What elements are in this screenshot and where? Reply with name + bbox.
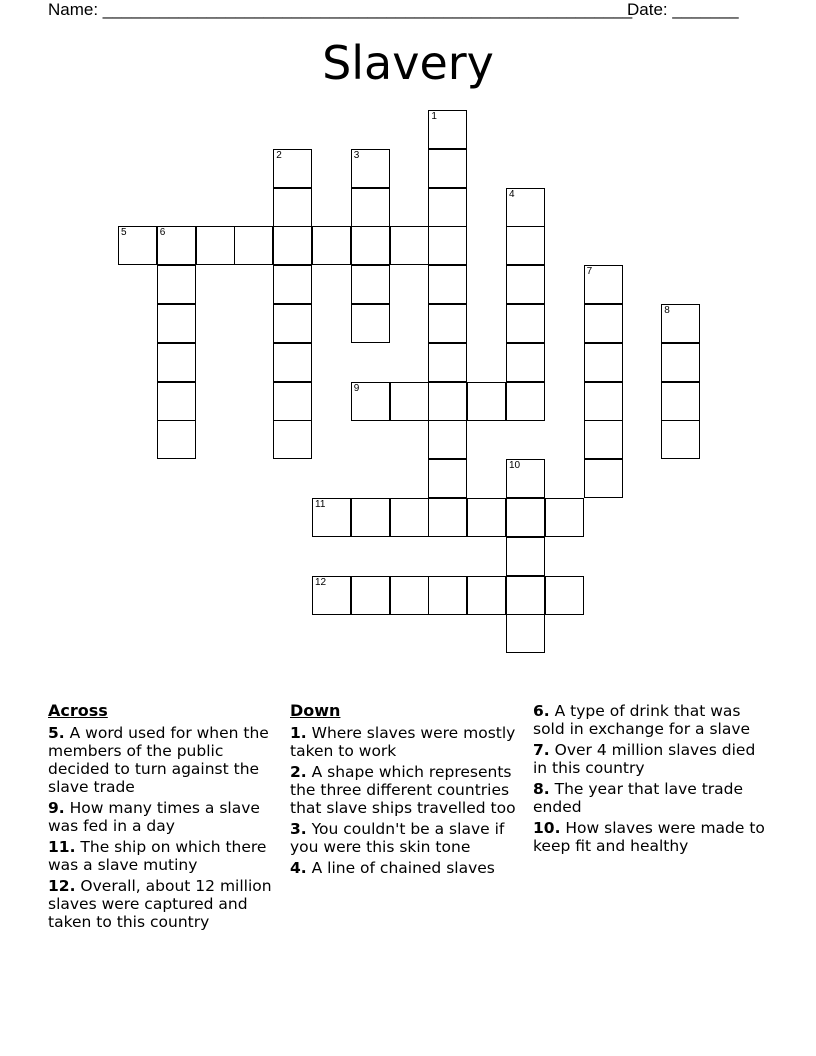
across-heading: Across xyxy=(48,701,108,720)
crossword-cell[interactable] xyxy=(273,188,312,227)
crossword-cell[interactable] xyxy=(157,382,196,421)
crossword-cell[interactable] xyxy=(584,382,623,421)
crossword-cell[interactable] xyxy=(196,226,235,265)
clue-number-label: 7 xyxy=(586,266,593,278)
clue-text: A type of drink that was sold in exchange for a slave xyxy=(533,702,751,738)
clue xyxy=(290,763,522,817)
crossword-cell[interactable] xyxy=(506,382,545,421)
crossword-cell[interactable] xyxy=(312,498,351,537)
clue-number-label: 3 xyxy=(353,149,360,161)
page-title: Slavery xyxy=(322,36,494,90)
clue-number: 10. xyxy=(533,819,561,837)
clue xyxy=(290,859,522,877)
clue-text: How many times a slave was fed in a day xyxy=(48,799,260,835)
clue-number-label: 1 xyxy=(431,111,437,122)
crossword-cell[interactable] xyxy=(467,498,506,537)
clue-text: You couldn't be a slave if you were this skin tone xyxy=(290,820,505,856)
crossword-cell[interactable] xyxy=(506,265,545,304)
clue-number: 7. xyxy=(533,741,550,759)
crossword-cell[interactable] xyxy=(351,149,390,188)
crossword-cell[interactable] xyxy=(545,576,584,615)
clue-text: A word used for when the members of the public decided to turn against the slave trade xyxy=(48,724,269,796)
crossword-cell[interactable] xyxy=(428,149,467,188)
crossword-cell[interactable] xyxy=(584,265,623,304)
clue xyxy=(48,877,280,931)
crossword-cell[interactable] xyxy=(506,576,545,615)
clue xyxy=(290,820,522,856)
clue-number-label: 11 xyxy=(315,499,326,510)
crossword-cell[interactable] xyxy=(118,226,157,265)
clue-text: The year that lave trade ended xyxy=(533,780,744,816)
crossword-cell[interactable] xyxy=(390,382,429,421)
crossword-cell[interactable] xyxy=(428,188,467,227)
crossword-cell[interactable] xyxy=(428,343,467,382)
clue xyxy=(48,799,280,835)
clue xyxy=(533,780,765,816)
crossword-cell[interactable] xyxy=(157,265,196,304)
crossword-cell[interactable] xyxy=(234,226,273,265)
clue xyxy=(533,819,765,855)
crossword-cell[interactable] xyxy=(312,576,351,615)
clue xyxy=(48,838,280,874)
crossword-cell[interactable] xyxy=(506,614,545,653)
clue-text: A shape which represents the three different countries that slave ships travelled too xyxy=(290,763,516,817)
crossword-cell[interactable] xyxy=(661,343,700,382)
crossword-cell[interactable] xyxy=(428,304,467,343)
clue xyxy=(48,724,280,796)
crossword-cell[interactable] xyxy=(506,226,545,265)
clue-number: 3. xyxy=(290,820,307,838)
crossword-cell[interactable] xyxy=(390,226,429,265)
clue-number-label: 6 xyxy=(159,227,166,239)
crossword-cell[interactable] xyxy=(273,420,312,459)
crossword-cell[interactable] xyxy=(351,265,390,304)
crossword-cell[interactable] xyxy=(351,498,390,537)
crossword-cell[interactable] xyxy=(351,304,390,343)
down-heading: Down xyxy=(290,701,341,720)
crossword-cell[interactable] xyxy=(273,226,312,265)
crossword-cell[interactable] xyxy=(273,382,312,421)
crossword-cell[interactable] xyxy=(351,382,390,421)
crossword-cell[interactable] xyxy=(428,420,467,459)
crossword-cell[interactable] xyxy=(157,343,196,382)
clue xyxy=(290,724,522,760)
clue-number-label: 2 xyxy=(276,149,282,161)
crossword-cell[interactable] xyxy=(390,576,429,615)
crossword-cell[interactable] xyxy=(467,382,506,421)
crossword-cell[interactable] xyxy=(661,304,700,343)
crossword-cell[interactable] xyxy=(584,304,623,343)
crossword-cell[interactable] xyxy=(584,420,623,459)
crossword-cell[interactable] xyxy=(273,304,312,343)
clue-number: 5. xyxy=(48,724,65,742)
crossword-cell[interactable] xyxy=(661,420,700,459)
crossword-cell[interactable] xyxy=(467,576,506,615)
clue-number: 8. xyxy=(533,780,550,798)
crossword-cell[interactable] xyxy=(506,459,545,498)
date-field[interactable]: Date: _______ xyxy=(627,0,739,19)
clue-number-label: 5 xyxy=(121,227,127,239)
clue-text: The ship on which there was a slave mutiny xyxy=(48,838,267,874)
crossword-cell[interactable] xyxy=(273,149,312,188)
clue-number-label: 9 xyxy=(353,382,360,394)
crossword-cell[interactable] xyxy=(661,382,700,421)
clue-number-label: 12 xyxy=(315,576,327,588)
across-clues xyxy=(48,702,280,934)
crossword-cell[interactable] xyxy=(506,188,545,227)
crossword-cell[interactable] xyxy=(273,265,312,304)
crossword-cell[interactable] xyxy=(351,226,390,265)
crossword-cell[interactable] xyxy=(506,343,545,382)
clue-number-label: 4 xyxy=(509,188,515,200)
down-clues xyxy=(290,702,522,880)
crossword-cell[interactable] xyxy=(428,110,467,149)
crossword-cell[interactable] xyxy=(312,226,351,265)
crossword-cell[interactable] xyxy=(428,498,467,537)
crossword-cell[interactable] xyxy=(428,265,467,304)
clue-number: 12. xyxy=(48,877,76,895)
clue-text: Overall, about 12 million slaves were captured and taken to this country xyxy=(48,877,272,931)
crossword-cell[interactable] xyxy=(506,304,545,343)
crossword-cell[interactable] xyxy=(545,498,584,537)
crossword-cell[interactable] xyxy=(157,304,196,343)
clue-number-label: 8 xyxy=(664,305,670,316)
clue-text: How slaves were made to keep fit and healthy xyxy=(533,819,765,855)
clue-number-label: 10 xyxy=(509,460,521,472)
crossword-cell[interactable] xyxy=(506,537,545,576)
crossword-cell[interactable] xyxy=(428,576,467,615)
down-clues-continued xyxy=(533,702,765,858)
crossword-cell[interactable] xyxy=(506,498,545,537)
crossword-cell[interactable] xyxy=(157,420,196,459)
crossword-cell[interactable] xyxy=(390,498,429,537)
clue-number: 2. xyxy=(290,763,307,781)
clue xyxy=(533,741,765,777)
clue-text: Over 4 million slaves died in this country xyxy=(533,741,756,777)
crossword-cell[interactable] xyxy=(584,343,623,382)
clue-number: 4. xyxy=(290,859,307,877)
crossword-cell[interactable] xyxy=(428,382,467,421)
clue-number: 1. xyxy=(290,724,307,742)
clue-text: Where slaves were mostly taken to work xyxy=(290,724,516,760)
crossword-cell[interactable] xyxy=(351,576,390,615)
clue-number: 11. xyxy=(48,838,76,856)
clue xyxy=(533,702,765,738)
crossword-cell[interactable] xyxy=(273,343,312,382)
crossword-cell[interactable] xyxy=(428,226,467,265)
clue-text: A line of chained slaves xyxy=(311,859,495,877)
crossword-cell[interactable] xyxy=(351,188,390,227)
crossword-cell[interactable] xyxy=(157,226,196,265)
clue-number: 9. xyxy=(48,799,65,817)
clue-number: 6. xyxy=(533,702,550,720)
crossword-cell[interactable] xyxy=(428,459,467,498)
crossword-cell[interactable] xyxy=(584,459,623,498)
name-field[interactable]: Name: ________________________________________________________ xyxy=(48,0,633,19)
